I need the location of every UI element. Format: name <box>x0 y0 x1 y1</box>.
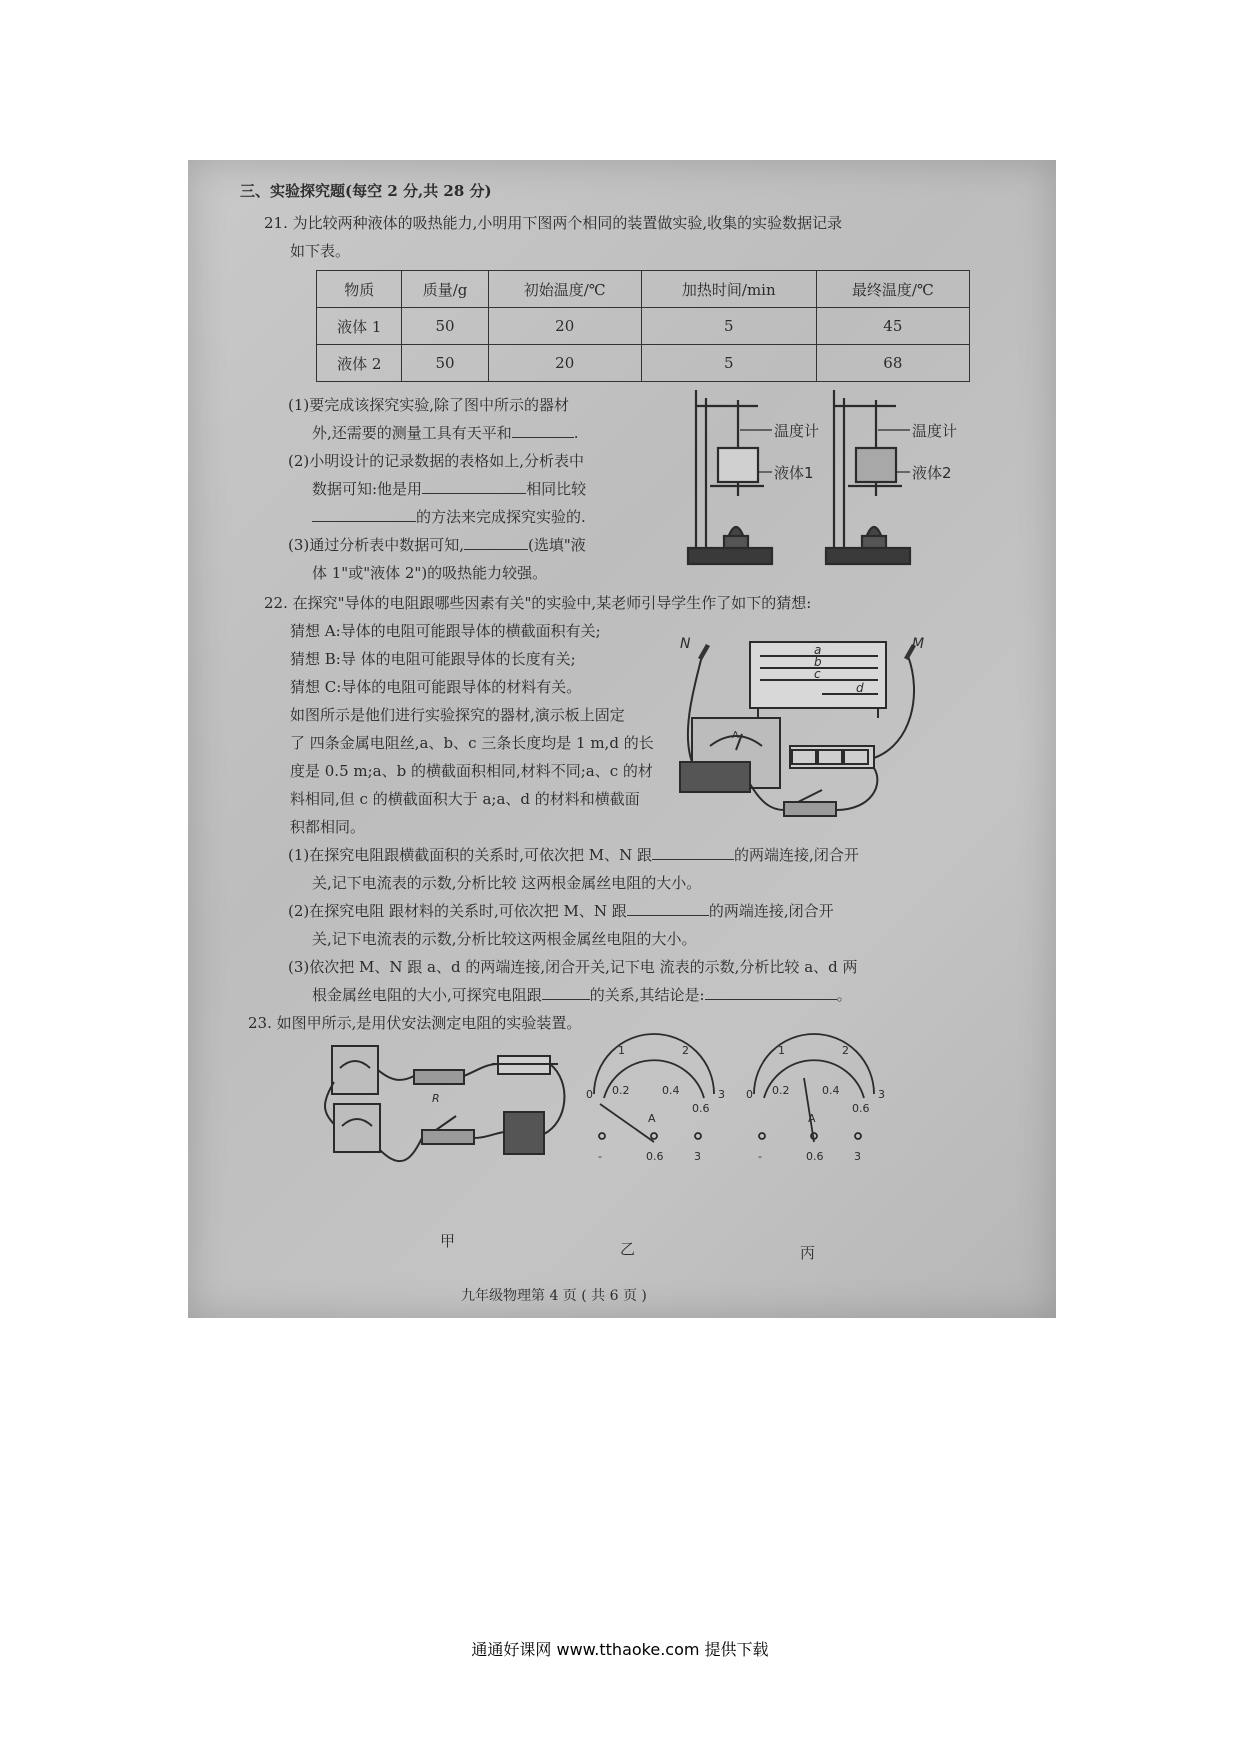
q22-desc-line5: 积都相同。 <box>290 818 366 836</box>
answer-blank[interactable] <box>652 845 734 860</box>
exam-page-photo <box>188 160 1056 1318</box>
q22-part3-text2: 的关系,其结论是: <box>589 986 705 1004</box>
q21-part3-text: (3)通过分析表中数据可知, <box>288 536 465 554</box>
thermometer-label: 温度计 <box>774 422 820 440</box>
liquid2-label: 液体2 <box>912 464 952 482</box>
q21-part2-line3 <box>312 506 586 527</box>
q22-part2-text2: 的两端连接,闭合开 <box>708 902 834 920</box>
page-number-footer: 九年级物理第 4 页 ( 共 6 页 ) <box>461 1288 647 1304</box>
q21-part1-line1: (1)要完成该探究实验,除了图中所示的器材 <box>288 396 570 414</box>
table-cell: 50 <box>402 345 488 382</box>
terminal-label: 3 <box>694 1150 701 1163</box>
q22-part3-text: 根金属丝电阻的大小,可探究电阻跟 <box>312 986 542 1004</box>
figure-caption-bing: 丙 <box>800 1244 816 1262</box>
dial-tick-label: 3 <box>718 1088 725 1101</box>
dial-tick-label: 0.6 <box>852 1102 870 1115</box>
site-footer: 通通好课网 www.tthaoke.com 提供下载 <box>471 1640 769 1659</box>
dial-unit-label: A <box>808 1112 816 1125</box>
q22-part2-line1 <box>288 900 834 921</box>
wire-d-label: d <box>856 681 864 695</box>
table-row <box>317 345 970 382</box>
table-row <box>317 308 970 345</box>
q23-figures <box>332 1042 1004 1212</box>
table-cell: 20 <box>488 308 641 345</box>
q22-part3-line2 <box>312 984 852 1005</box>
answer-blank[interactable] <box>627 901 709 916</box>
q22-part1-text: (1)在探究电阻跟横截面积的关系时,可依次把 M、N 跟 <box>288 846 653 864</box>
dial-tick-label: 2 <box>842 1044 849 1057</box>
q21-part1-text: 外,还需要的测量工具有天平和 <box>312 424 512 442</box>
q21-heating-apparatus-figure <box>688 388 958 574</box>
q22-guess-c: 猜想 C:导体的电阻可能跟导体的材料有关。 <box>290 678 582 696</box>
q21-part1-line2 <box>312 422 579 443</box>
q22-part2-text: (2)在探究电阻 跟材料的关系时,可依次把 M、N 跟 <box>288 902 627 920</box>
table-header-cell: 初始温度/℃ <box>488 271 641 308</box>
q21-part2-line2 <box>312 478 586 499</box>
dial-tick-label: 0.2 <box>772 1084 790 1097</box>
dial-tick-label: 0.6 <box>692 1102 710 1115</box>
q21-part3-line2: 体 1"或"液体 2")的吸热能力较强。 <box>312 564 548 582</box>
q22-part1-line2: 关,记下电流表的示数,分析比较 这两根金属丝电阻的大小。 <box>312 874 702 892</box>
q23-circuit-figure <box>325 1046 564 1161</box>
section-heading: 三、实验探究题(每空 2 分,共 28 分) <box>240 182 492 200</box>
dial-tick-label: 3 <box>878 1088 885 1101</box>
terminal-label: 0.6 <box>646 1150 664 1163</box>
dial-tick-label: 0.4 <box>822 1084 840 1097</box>
q22-part1-line1 <box>288 844 859 865</box>
q22-resistance-board-figure <box>672 634 934 830</box>
q21-data-table <box>316 270 970 382</box>
q21-part3-line1 <box>288 534 586 555</box>
q22-desc-line3: 度是 0.5 m;a、b 的横截面积相同,材料不同;a、c 的材 <box>290 762 653 780</box>
dial-tick-label: 1 <box>618 1044 625 1057</box>
wire-c-label: c <box>814 667 821 681</box>
table-cell: 5 <box>641 345 816 382</box>
table-cell: 液体 1 <box>317 308 402 345</box>
q22-part2-line2: 关,记下电流表的示数,分析比较这两根金属丝电阻的大小。 <box>312 930 697 948</box>
thermometer-label: 温度计 <box>912 422 958 440</box>
terminal-label: 3 <box>854 1150 861 1163</box>
table-header-row <box>317 271 970 308</box>
table-cell: 20 <box>488 345 641 382</box>
table-cell: 45 <box>816 308 969 345</box>
table-cell: 液体 2 <box>317 345 402 382</box>
figure-caption-yi: 乙 <box>620 1240 636 1258</box>
dial-unit-label: A <box>648 1112 656 1125</box>
q21-part1-end: . <box>573 424 579 442</box>
apparatus-right <box>826 390 910 564</box>
q22-part3-line1: (3)依次把 M、N 跟 a、d 的两端连接,闭合开关,记下电 流表的示数,分析比较 a、d 两 <box>288 958 858 976</box>
terminal-label: - <box>598 1150 602 1163</box>
q22-intro: 22. 在探究"导体的电阻跟哪些因素有关"的实验中,某老师引导学生作了如下的猜想: <box>264 594 812 612</box>
wire-a-label: a <box>814 643 822 657</box>
table-cell: 5 <box>641 308 816 345</box>
wire-b-label: b <box>814 655 822 669</box>
ammeter-label: A <box>732 730 739 741</box>
dial-tick-label: 1 <box>778 1044 785 1057</box>
answer-blank[interactable] <box>464 535 528 550</box>
dial-tick-label: 0.2 <box>612 1084 630 1097</box>
q23-intro: 23. 如图甲所示,是用伏安法测定电阻的实验装置。 <box>248 1014 582 1032</box>
terminal-label: 0.6 <box>806 1150 824 1163</box>
q21-intro-cont: 如下表。 <box>290 242 351 260</box>
q22-guess-a: 猜想 A:导体的电阻可能跟导体的横截面积有关; <box>290 622 601 640</box>
terminal-n-label: N <box>680 636 691 652</box>
table-header-cell: 质量/g <box>402 271 488 308</box>
q22-guess-b: 猜想 B:导 体的电阻可能跟导体的长度有关; <box>290 650 576 668</box>
dial-tick-label: 0 <box>746 1088 753 1101</box>
answer-blank[interactable] <box>422 479 526 494</box>
dial-tick-label: 0.4 <box>662 1084 680 1097</box>
table-cell: 50 <box>402 308 488 345</box>
dial-tick-label: 0 <box>586 1088 593 1101</box>
q21-part3-text2: (选填"液 <box>528 536 586 554</box>
q22-part3-end: 。 <box>836 986 852 1004</box>
q22-desc-line2: 了 四条金属电阻丝,a、b、c 三条长度均是 1 m,d 的长 <box>290 734 654 752</box>
answer-blank[interactable] <box>512 423 574 438</box>
resistor-label: R <box>432 1092 440 1105</box>
q22-part1-text2: 的两端连接,闭合开 <box>734 846 859 864</box>
q21-part2-text2: 相同比较 <box>526 480 587 498</box>
terminal-label: - <box>758 1150 762 1163</box>
terminal-m-label: M <box>912 636 925 652</box>
q21-part2-text3: 的方法来完成探究实验的. <box>416 508 586 526</box>
q21-part2-line1: (2)小明设计的记录数据的表格如上,分析表中 <box>288 452 585 470</box>
answer-blank[interactable] <box>705 985 837 1000</box>
table-header-cell: 加热时间/min <box>641 271 816 308</box>
table-header-cell: 物质 <box>317 271 402 308</box>
table-header-cell: 最终温度/℃ <box>816 271 969 308</box>
figure-caption-jia: 甲 <box>440 1232 456 1250</box>
q22-desc-line4: 料相同,但 c 的横截面积大于 a;a、d 的材料和横截面 <box>290 790 640 808</box>
liquid1-label: 液体1 <box>774 464 814 482</box>
q22-desc-line1: 如图所示是他们进行实验探究的器材,演示板上固定 <box>290 706 625 724</box>
table-cell: 68 <box>816 345 969 382</box>
dial-tick-label: 2 <box>682 1044 689 1057</box>
q21-intro: 21. 为比较两种液体的吸热能力,小明用下图两个相同的装置做实验,收集的实验数据记录 <box>264 214 843 232</box>
answer-blank[interactable] <box>312 507 416 522</box>
apparatus-left <box>688 390 772 564</box>
answer-blank[interactable] <box>542 985 590 1000</box>
q21-part2-text: 数据可知:他是用 <box>312 480 423 498</box>
